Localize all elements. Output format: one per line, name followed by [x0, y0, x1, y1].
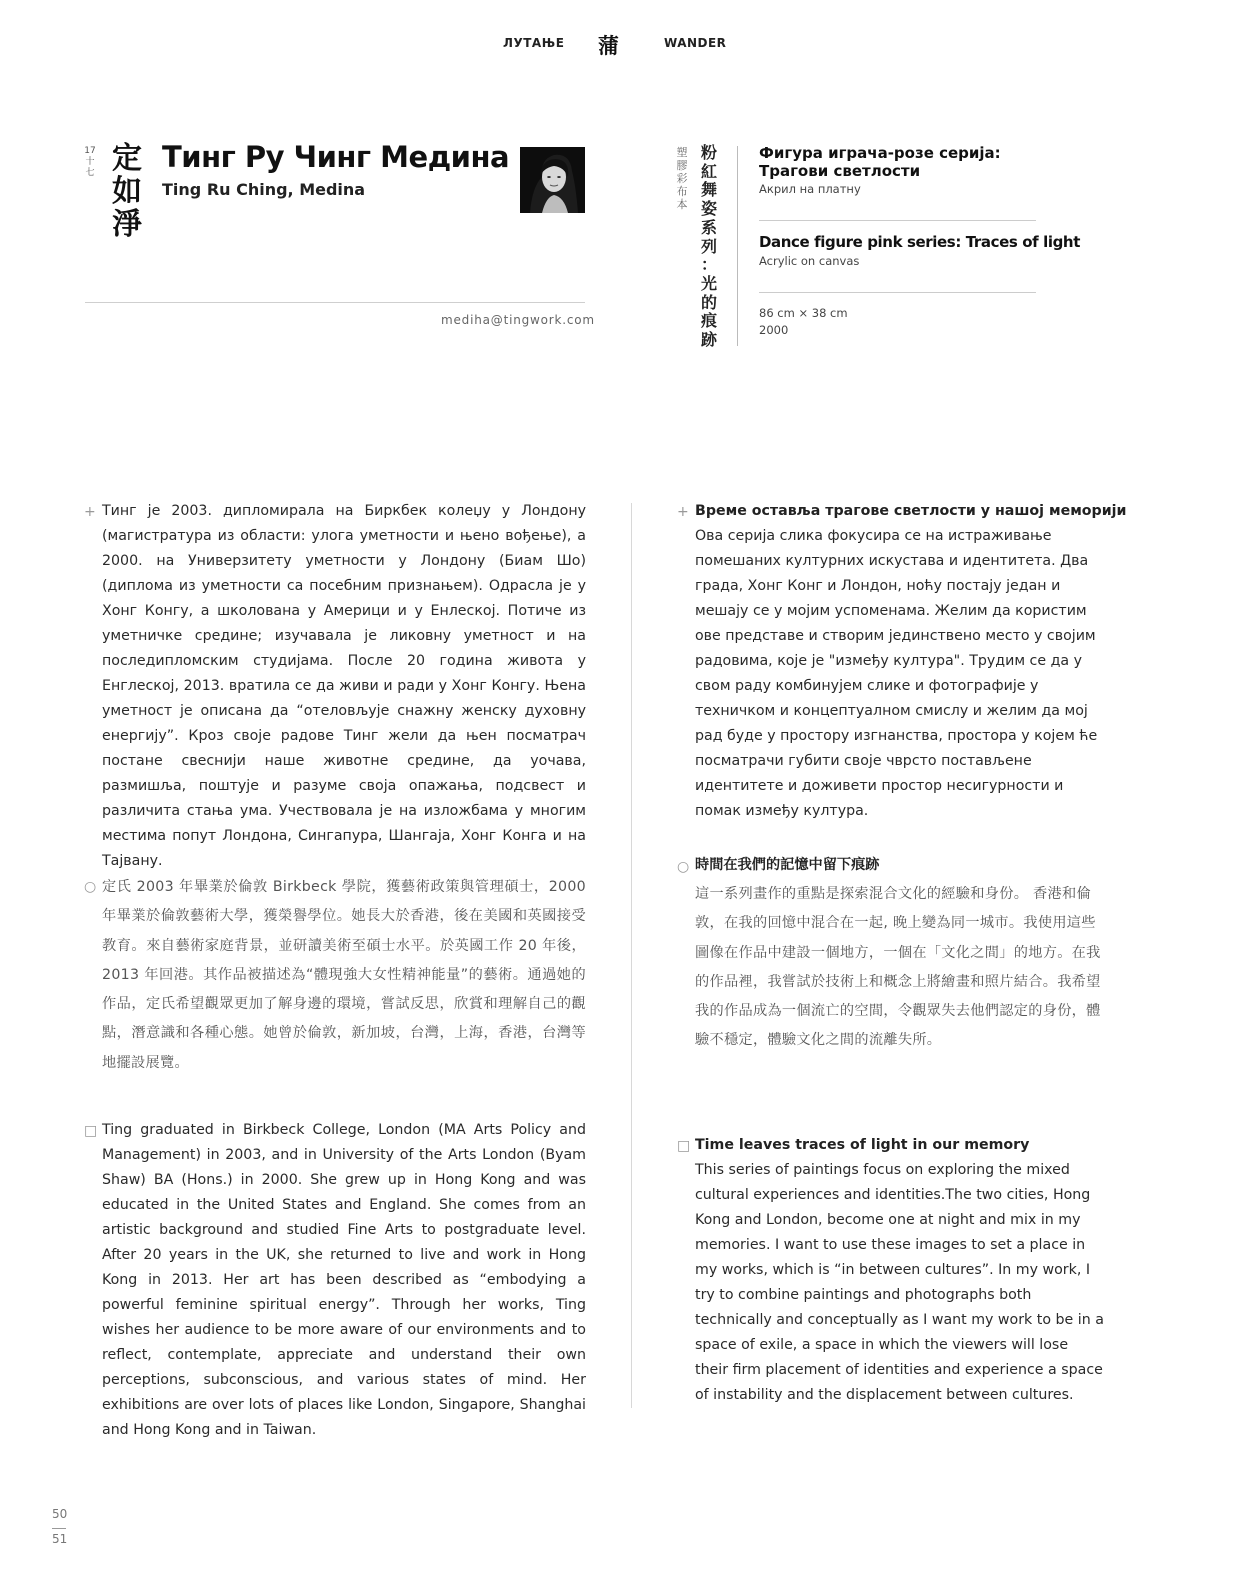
artwork-title-zh-char: 舞	[700, 180, 717, 200]
header-right-label: WANDER	[664, 36, 727, 50]
bio-serbian: Тинг је 2003. дипломирала на Биркбек колеџу у Лондону (магистратура из области: улога уметности и њено вођење), а 2000. на Универзитету уметности у Лондону (Биам Шо) (диплома из уметности са посебним признањем). Одрасла је у Хонг Конгу, а школована у Америци и у Енлеској. Потиче из уметничке средине; изучавала је ликовну уметност и на пoслeдиплoмским студијама. После 20 година живота у Енглеској, 2013. вратила се да живи и ради у Хонг Конгу. Њена уметност је описана да “отеловљује снажну женску духовну енергију”. Кроз своје радове Тинг жели да њен посматрач постане свеснији наше животне средине, да уочава, размишља, поштује и разуме своја опажања, подсвест и различита стања ума. Учествовала је на изложбама у многим местима попут Лондона, Сингапура, Шангаја, Хонг Конга и на Тајвану.	[102, 503, 586, 869]
page-number-left: 50	[52, 1507, 68, 1521]
artist-name-latin: Ting Ru Ching, Medina	[162, 180, 366, 199]
artwork-medium-zh-char: 塑	[676, 146, 688, 159]
artwork-year: 2000	[759, 323, 789, 337]
artwork-medium-zh-char: 本	[676, 198, 688, 211]
column-divider	[631, 503, 632, 1408]
plus-icon: +	[677, 504, 689, 520]
artist-chinese-name-char-2: 如	[112, 174, 142, 209]
artist-number-char-2: 七	[85, 168, 95, 178]
artwork-divider-2	[759, 292, 1036, 293]
artwork-title-zh-char: ：	[700, 255, 717, 275]
bio-chinese: 定氏 2003 年畢業於倫敦 Birkbeck 學院，獲藝術政策與管理碩士，2000 年畢業於倫敦藝術大學，獲榮譽學位。她長大於香港，後在美國和英國接受教育。來自藝術家庭背景，並研讀美術至碩士水平。於英國工作 20 年後，2013 年回港。其作品被描述為“體現強大女性精神能量”的藝術。通過她的作品，定氏希望觀眾更加了解身邊的環境，嘗試反思，欣賞和理解自己的觀點，潛意識和各種心態。她曾於倫敦，新加坡，台灣，上海，香港，台灣等地擺設展覽。	[102, 879, 586, 1071]
statement-title-chinese: 時間在我們的記憶中留下痕跡	[695, 857, 880, 873]
artwork-title-zh-char: 列	[700, 236, 717, 256]
artist-email: mediha@tingwork.com	[441, 313, 595, 327]
artwork-medium-zh-char: 布	[676, 185, 688, 198]
artwork-medium-serbian: Акрил на платну	[759, 182, 861, 196]
artwork-medium-zh-char: 膠	[676, 159, 688, 172]
circle-icon: ○	[677, 859, 690, 875]
artwork-title-zh-char: 跡	[700, 330, 717, 350]
page-number-right: 51	[52, 1532, 68, 1546]
circle-icon: ○	[84, 879, 97, 895]
statement-chinese: 這一系列畫作的重點是探索混合文化的經驗和身份。 香港和倫敦，在我的回憶中混合在一起, 晚上變為同一城市。我使用這些圖像在作品中建設一個地方，一個在「文化之間」的地方。在我的作品裡，我嘗試於技術上和概念上將繪畫和照片結合。我希望我的作品成為一個流亡的空間，令觀眾失去他們認定的身份，體驗不穩定，體驗文化之間的流離失所。	[695, 886, 1101, 1049]
artwork-title-zh-char: 光	[700, 273, 717, 293]
statement-english: This series of paintings focus on exploring the mixed cultural experiences and identities.The two cities, Hong Kong and London, become one at night and mix in my memories. I want to use these images to set a place in my works, which is “in between cultures”. In my work, I try to combine paintings and photographs both technically and conceptually as I want my work to be in a space of exile, a space in which the viewers will lose their firm placement of identities and experience a space of instability and the displacement between cultures.	[695, 1162, 1104, 1403]
artwork-title-english: Dance figure pink series: Traces of light	[759, 233, 1080, 251]
artwork-vertical-divider	[737, 146, 738, 346]
plus-icon: +	[84, 504, 96, 520]
square-icon: □	[84, 1123, 98, 1139]
artist-chinese-name	[109, 142, 145, 241]
bio-english: Ting graduated in Birkbeck College, London (MA Arts Policy and Management) in 2003, and in University of the Arts London (Byam Shaw) BA (Hons.) in 2000. She grew up in Hong Kong and was educated in the United States and England. She comes from an artistic background and studied Fine Arts to postgraduate level. After 20 years in the UK, she returned to live and work in Hong Kong in 2013. Her art has been described as “embodying a powerful feminine spiritual energy”. Through her works, Ting wishes her audience to be more aware of our environments and to reflect, contemplate, appreciate and understand their own perceptions, subconscious, and various states of mind. Her exhibitions are over lots of places like London, Singapore, Shanghai and Hong Kong and in Taiwan.	[102, 1122, 586, 1438]
header-center-mark: 蒲	[598, 34, 619, 58]
statement-title-serbian: Време оставља трагове светлости у нашој меморији	[695, 503, 1127, 519]
artist-name-serbian: Тинг Ру Чинг Медина	[162, 140, 510, 174]
artwork-divider-1	[759, 220, 1036, 221]
artwork-title-zh	[698, 144, 720, 350]
artwork-title-zh-char: 系	[700, 217, 717, 237]
portrait-image	[520, 147, 585, 213]
header-left-label: ЛУТАЊЕ	[503, 36, 565, 50]
artwork-medium-zh	[676, 146, 688, 211]
artist-portrait	[520, 147, 585, 213]
statement-serbian: Ова серија слика фокусира се на истраживање помешаних културних искустава и идентитета. Два града, Хонг Конг и Лондон, ноћу постају један и мешају се у мојим успоменама. Желим да користим ове представе и створим јединствено место у својим радовима, које је "између култура". Трудим се да у свом раду комбинујем слике и фотографије у техничком и концептуалном смислу и желим да мој рад буде у простору изгнанства, простора у којем ће посматрачи губити своје чврсто постављене идентитете и доживети простор несигурности и помак између култура.	[695, 528, 1098, 819]
artwork-title-serbian: Фигура играча-розе серија: Трагови светлости	[759, 144, 1001, 180]
artwork-title-zh-char: 姿	[700, 199, 717, 219]
artist-number-char-1: 十	[85, 157, 95, 167]
artist-number-digits: 17	[84, 146, 96, 156]
square-icon: □	[677, 1138, 691, 1154]
statement-title-english: Time leaves traces of light in our memory	[695, 1137, 1030, 1153]
artist-number	[83, 146, 97, 179]
artwork-size: 86 cm × 38 cm	[759, 306, 848, 320]
artwork-title-zh-char: 紅	[700, 161, 717, 181]
artwork-title-zh-char: 粉	[700, 143, 717, 162]
artwork-medium-english: Acrylic on canvas	[759, 254, 860, 268]
artwork-medium-zh-char: 彩	[676, 172, 688, 185]
artwork-title-zh-char: 的	[700, 292, 717, 312]
artist-chinese-name-char-3: 淨	[112, 207, 142, 242]
artist-divider	[85, 302, 585, 303]
page-number-divider	[52, 1528, 66, 1529]
artist-chinese-name-char-1: 定	[112, 141, 142, 176]
artwork-title-zh-char: 痕	[700, 311, 717, 331]
